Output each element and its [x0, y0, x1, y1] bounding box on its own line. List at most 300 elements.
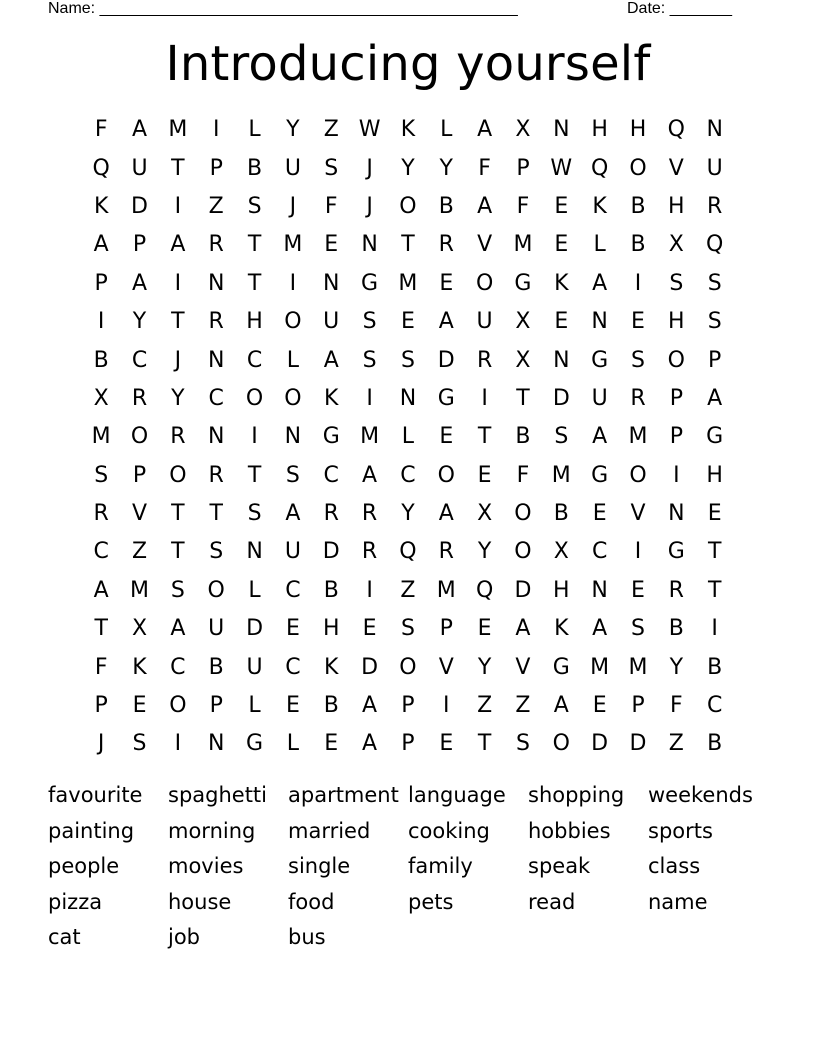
grid-letter: I — [174, 270, 182, 296]
grid-letter: B — [208, 654, 224, 680]
grid-letter: M — [628, 424, 648, 450]
grid-letter: U — [284, 539, 301, 565]
grid-letter: E — [132, 693, 147, 719]
grid-letter: K — [554, 616, 569, 642]
word-search-grid — [82, 111, 734, 764]
grid-letter: M — [360, 424, 380, 450]
grid-letter: E — [439, 270, 454, 296]
grid-letter: S — [631, 616, 645, 642]
grid-letter: D — [514, 577, 532, 603]
grid-row — [82, 610, 734, 648]
grid-letter: E — [592, 693, 607, 719]
grid-letter: L — [401, 424, 415, 450]
grid-letter: K — [554, 270, 569, 296]
word-bank — [48, 779, 768, 957]
grid-letter: Z — [131, 539, 148, 565]
grid-letter: H — [668, 309, 685, 335]
grid-letter: T — [247, 462, 262, 488]
grid-letter: A — [131, 117, 148, 143]
grid-letter: O — [284, 385, 302, 411]
grid-letter: P — [209, 155, 223, 181]
grid-letter: T — [171, 309, 185, 335]
grid-letter: I — [174, 731, 182, 757]
grid-letter: C — [400, 462, 416, 488]
grid-letter: O — [169, 462, 187, 488]
grid-row — [82, 149, 734, 187]
grid-letter: B — [553, 501, 569, 527]
grid-letter: E — [554, 232, 569, 258]
grid-letter: R — [361, 501, 378, 527]
grid-letter: E — [324, 731, 339, 757]
grid-letter: Q — [667, 117, 685, 143]
grid-letter: Y — [401, 501, 415, 527]
grid-letter: E — [554, 193, 569, 219]
grid-letter: V — [668, 155, 684, 181]
grid-letter: Q — [399, 539, 417, 565]
grid-letter: E — [285, 616, 300, 642]
grid-letter: C — [170, 654, 186, 680]
grid-letter: Z — [515, 693, 531, 719]
grid-letter: X — [515, 309, 531, 335]
grid-letter: R — [170, 424, 186, 450]
grid-letter: K — [592, 193, 607, 219]
grid-letter: A — [362, 462, 378, 488]
grid-letter: A — [592, 270, 608, 296]
grid-letter: V — [477, 232, 493, 258]
grid-letter: E — [324, 232, 339, 258]
grid-letter: X — [93, 385, 109, 411]
grid-letter: A — [592, 424, 608, 450]
grid-letter: M — [513, 232, 533, 258]
grid-letter: H — [706, 462, 723, 488]
grid-letter: F — [478, 155, 491, 181]
grid-letter: O — [399, 193, 417, 219]
grid-letter: E — [707, 501, 722, 527]
grid-letter: T — [171, 539, 185, 565]
grid-letter: K — [324, 385, 339, 411]
grid-letter: B — [323, 693, 339, 719]
grid-letter: C — [285, 577, 301, 603]
grid-row — [82, 457, 734, 495]
grid-letter: E — [439, 424, 454, 450]
grid-letter: I — [289, 270, 297, 296]
grid-letter: P — [209, 693, 223, 719]
grid-letter: G — [706, 424, 724, 450]
word-bank-item: food — [288, 889, 335, 914]
grid-letter: B — [515, 424, 531, 450]
word-bank-item: spaghetti — [168, 783, 268, 807]
word-bank-item: sports — [648, 818, 713, 843]
grid-letter: G — [514, 270, 532, 296]
grid-letter: O — [284, 309, 302, 335]
grid-letter: M — [398, 270, 418, 296]
grid-letter: I — [481, 385, 488, 411]
grid-letter: B — [438, 193, 454, 219]
grid-letter: S — [170, 577, 185, 603]
grid-letter: B — [247, 155, 263, 181]
grid-letter: I — [634, 270, 642, 296]
grid-letter: A — [93, 577, 109, 603]
grid-letter: P — [669, 385, 683, 411]
grid-letter: R — [208, 462, 224, 488]
grid-letter: M — [628, 654, 648, 680]
grid-letter: B — [707, 654, 723, 680]
grid-letter: C — [323, 462, 339, 488]
grid-letter: N — [207, 270, 225, 296]
grid-letter: T — [247, 232, 262, 258]
grid-letter: V — [630, 501, 646, 527]
grid-letter: S — [247, 193, 262, 219]
grid-letter: Y — [477, 654, 492, 680]
grid-letter: Q — [92, 155, 110, 181]
grid-letter: S — [554, 424, 569, 450]
grid-letter: N — [246, 539, 263, 565]
word-bank-item: single — [288, 854, 351, 879]
grid-letter: Q — [590, 155, 609, 181]
grid-letter: D — [131, 193, 148, 219]
grid-letter: L — [248, 577, 261, 603]
word-bank-item: shopping — [528, 783, 625, 807]
grid-letter: A — [553, 693, 569, 719]
grid-letter: P — [439, 616, 453, 642]
grid-letter: A — [515, 616, 531, 642]
grid-letter: T — [707, 577, 722, 603]
grid-letter: F — [324, 193, 338, 219]
grid-letter: T — [94, 616, 108, 642]
grid-letter: O — [629, 462, 647, 488]
grid-letter: T — [477, 424, 492, 450]
grid-letter: L — [286, 731, 300, 757]
word-bank-item: apartment — [288, 783, 399, 807]
grid-letter: U — [284, 155, 301, 181]
grid-letter: P — [401, 731, 415, 757]
grid-letter: J — [366, 155, 373, 181]
grid-letter: J — [174, 347, 182, 373]
grid-letter: N — [553, 347, 570, 373]
grid-letter: C — [591, 539, 608, 565]
grid-letter: R — [208, 232, 224, 258]
grid-letter: S — [285, 462, 300, 488]
grid-letter: N — [207, 424, 225, 450]
word-bank-item: weekends — [648, 783, 753, 807]
grid-letter: W — [358, 117, 381, 143]
word-bank-item: language — [408, 783, 506, 807]
word-bank-item: favourite — [48, 783, 143, 807]
grid-row — [82, 725, 734, 763]
grid-letter: Q — [475, 577, 494, 603]
grid-row — [82, 380, 734, 418]
grid-letter: O — [130, 424, 149, 450]
grid-letter: X — [668, 232, 684, 258]
grid-letter: G — [667, 539, 685, 565]
grid-letter: O — [552, 731, 570, 757]
grid-letter: A — [170, 616, 186, 642]
grid-letter: Z — [668, 731, 684, 757]
grid-letter: S — [247, 501, 262, 527]
grid-letter: A — [285, 501, 301, 527]
grid-row — [82, 111, 734, 149]
grid-letter: G — [437, 385, 455, 411]
grid-letter: P — [708, 347, 722, 373]
word-bank-item: name — [648, 889, 708, 914]
grid-letter: S — [631, 347, 645, 373]
grid-row — [82, 572, 734, 610]
grid-letter: I — [711, 616, 718, 642]
grid-letter: D — [591, 731, 609, 757]
grid-letter: Z — [208, 193, 224, 219]
grid-letter: P — [94, 693, 108, 719]
grid-letter: T — [171, 155, 185, 181]
grid-letter: H — [553, 577, 570, 603]
grid-letter: F — [516, 193, 530, 219]
grid-letter: D — [629, 731, 647, 757]
grid-letter: T — [516, 385, 530, 411]
grid-letter: O — [207, 577, 225, 603]
grid-letter: M — [91, 424, 111, 450]
grid-letter: B — [630, 232, 646, 258]
grid-row — [82, 226, 734, 264]
grid-letter: W — [550, 155, 573, 181]
grid-letter: E — [362, 616, 377, 642]
grid-letter: O — [169, 693, 187, 719]
grid-letter: U — [706, 155, 723, 181]
word-bank-item: morning — [168, 818, 256, 843]
grid-letter: Z — [477, 693, 493, 719]
word-bank-item: married — [288, 818, 371, 843]
grid-letter: T — [171, 501, 185, 527]
grid-letter: T — [247, 270, 262, 296]
grid-letter: K — [132, 654, 147, 680]
grid-letter: I — [443, 693, 450, 719]
grid-letter: E — [631, 309, 645, 335]
grid-row — [82, 687, 734, 725]
grid-letter: C — [706, 693, 723, 719]
page-title: Introducing yourself — [165, 36, 651, 92]
grid-letter: B — [707, 731, 723, 757]
grid-letter: I — [673, 462, 680, 488]
grid-letter: R — [438, 232, 454, 258]
grid-letter: S — [400, 347, 415, 373]
grid-letter: G — [552, 654, 570, 680]
grid-letter: Z — [323, 117, 339, 143]
grid-letter: M — [551, 462, 571, 488]
grid-letter: M — [283, 232, 303, 258]
grid-letter: B — [93, 347, 109, 373]
grid-letter: N — [361, 232, 378, 258]
grid-letter: M — [590, 654, 610, 680]
word-bank-item: job — [168, 925, 201, 950]
grid-letter: F — [516, 462, 530, 488]
word-bank-item: house — [168, 889, 232, 914]
word-bank-item: family — [408, 854, 473, 879]
grid-letter: M — [168, 117, 188, 143]
grid-letter: A — [592, 616, 608, 642]
grid-letter: J — [97, 731, 105, 757]
grid-letter: R — [668, 577, 684, 603]
grid-letter: O — [245, 385, 264, 411]
word-bank-item: movies — [168, 854, 244, 879]
grid-letter: X — [515, 347, 531, 373]
grid-letter: G — [246, 731, 264, 757]
grid-letter: E — [631, 577, 645, 603]
word-bank-item: cat — [48, 925, 81, 950]
grid-letter: C — [208, 385, 224, 411]
grid-letter: I — [174, 193, 182, 219]
grid-letter: K — [400, 117, 416, 143]
grid-letter: C — [93, 539, 109, 565]
grid-letter: P — [516, 155, 530, 181]
word-bank-item: people — [48, 854, 120, 879]
word-bank-item: class — [648, 854, 701, 879]
grid-letter: S — [707, 309, 722, 335]
word-bank-item: pizza — [48, 889, 103, 914]
word-bank-item: speak — [528, 854, 591, 879]
grid-letter: R — [323, 501, 339, 527]
grid-row — [82, 495, 734, 533]
grid-letter: G — [322, 424, 340, 450]
grid-row — [82, 265, 734, 303]
grid-letter: S — [400, 616, 415, 642]
grid-letter: P — [94, 270, 108, 296]
grid-letter: D — [361, 654, 379, 680]
grid-letter: U — [476, 309, 493, 335]
grid-letter: R — [438, 539, 454, 565]
grid-letter: E — [477, 462, 492, 488]
grid-letter: B — [323, 577, 339, 603]
grid-letter: A — [438, 501, 454, 527]
grid-letter: A — [362, 731, 378, 757]
grid-letter: L — [593, 232, 606, 258]
grid-letter: F — [94, 654, 108, 680]
grid-letter: Y — [171, 385, 185, 411]
grid-letter: X — [477, 501, 493, 527]
grid-letter: O — [399, 654, 417, 680]
grid-letter: O — [514, 539, 532, 565]
grid-row — [82, 341, 734, 379]
grid-row — [82, 303, 734, 341]
grid-letter: R — [707, 193, 723, 219]
grid-letter: X — [515, 117, 531, 143]
grid-letter: U — [591, 385, 608, 411]
grid-letter: K — [93, 193, 109, 219]
grid-letter: T — [477, 731, 492, 757]
grid-letter: N — [207, 347, 225, 373]
grid-letter: D — [552, 385, 570, 411]
grid-letter: E — [439, 731, 454, 757]
grid-letter: E — [400, 309, 415, 335]
grid-letter: U — [323, 309, 340, 335]
grid-letter: H — [591, 117, 608, 143]
grid-letter: K — [324, 654, 339, 680]
grid-row — [82, 533, 734, 571]
grid-letter: U — [208, 616, 225, 642]
grid-letter: H — [629, 117, 647, 143]
grid-letter: L — [440, 117, 453, 143]
grid-letter: E — [285, 693, 300, 719]
grid-letter: A — [477, 117, 493, 143]
grid-letter: X — [131, 616, 148, 642]
grid-letter: H — [668, 193, 685, 219]
grid-letter: R — [131, 385, 148, 411]
grid-letter: N — [207, 731, 225, 757]
grid-letter: O — [514, 501, 532, 527]
grid-letter: P — [132, 462, 147, 488]
grid-letter: O — [629, 155, 647, 181]
grid-letter: B — [668, 616, 684, 642]
grid-letter: Y — [401, 155, 415, 181]
grid-letter: R — [208, 309, 224, 335]
grid-letter: M — [436, 577, 456, 603]
grid-letter: N — [591, 309, 608, 335]
word-bank-item: cooking — [408, 818, 490, 843]
word-bank-item: bus — [288, 925, 326, 950]
grid-letter: G — [591, 347, 609, 373]
grid-letter: A — [362, 693, 378, 719]
grid-letter: N — [323, 270, 340, 296]
grid-letter: C — [131, 347, 148, 373]
grid-letter: H — [246, 309, 263, 335]
grid-letter: L — [248, 117, 261, 143]
grid-letter: I — [366, 385, 373, 411]
grid-letter: A — [323, 347, 339, 373]
grid-letter: A — [707, 385, 723, 411]
grid-letter: B — [630, 193, 646, 219]
grid-letter: F — [670, 693, 683, 719]
grid-letter: C — [285, 654, 301, 680]
grid-letter: M — [130, 577, 149, 603]
name-field-label: Name: _______________________________________________ — [48, 0, 518, 17]
grid-letter: L — [248, 693, 261, 719]
grid-letter: A — [131, 270, 148, 296]
date-field-label: Date: _______ — [627, 0, 732, 17]
grid-letter: C — [246, 347, 263, 373]
grid-letter: D — [322, 539, 340, 565]
grid-letter: S — [707, 270, 722, 296]
grid-letter: P — [631, 693, 645, 719]
grid-letter: S — [209, 539, 224, 565]
grid-letter: A — [438, 309, 454, 335]
grid-letter: U — [131, 155, 148, 181]
grid-letter: R — [93, 501, 109, 527]
grid-letter: V — [515, 654, 531, 680]
grid-letter: L — [286, 347, 300, 373]
grid-letter: S — [324, 155, 339, 181]
grid-letter: N — [706, 117, 723, 143]
grid-letter: T — [707, 539, 722, 565]
word-bank-item: painting — [48, 818, 135, 843]
grid-letter: A — [477, 193, 493, 219]
grid-letter: S — [669, 270, 684, 296]
grid-letter: Y — [132, 309, 147, 335]
grid-letter: Q — [706, 232, 724, 258]
grid-letter: I — [97, 309, 105, 335]
grid-letter: Y — [286, 117, 300, 143]
grid-letter: N — [399, 385, 417, 411]
grid-letter: X — [553, 539, 569, 565]
grid-letter: I — [251, 424, 258, 450]
grid-letter: P — [669, 424, 683, 450]
grid-letter: A — [93, 232, 109, 258]
grid-letter: N — [553, 117, 570, 143]
grid-letter: R — [361, 539, 378, 565]
grid-letter: E — [554, 309, 569, 335]
word-bank-item: hobbies — [528, 818, 611, 843]
word-bank-item: pets — [408, 889, 454, 914]
grid-letter: N — [668, 501, 685, 527]
grid-letter: R — [476, 347, 493, 373]
grid-letter: N — [591, 577, 608, 603]
grid-letter: G — [361, 270, 379, 296]
